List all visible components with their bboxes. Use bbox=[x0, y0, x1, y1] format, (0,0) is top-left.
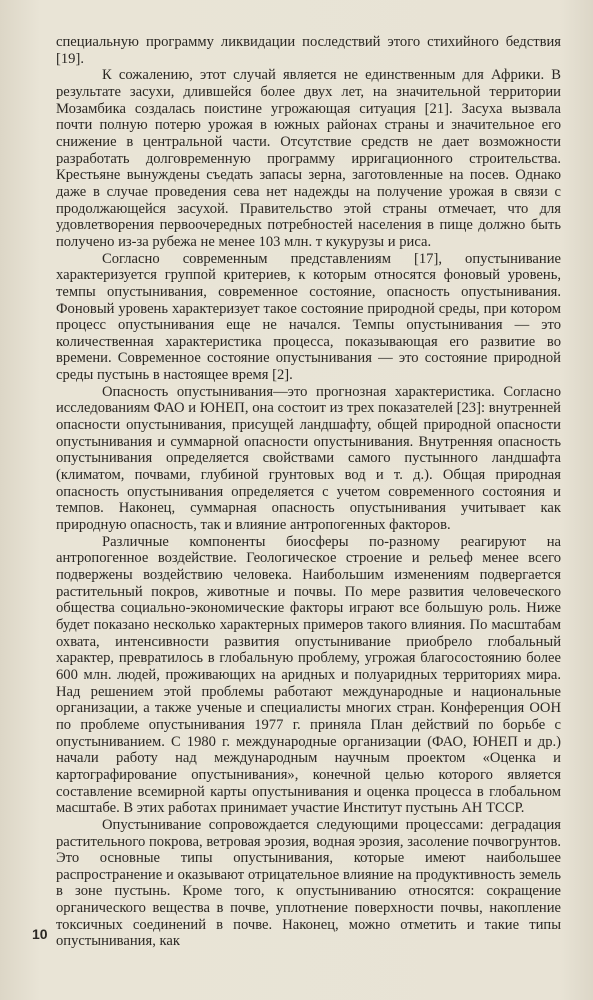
paragraph-criteria: Согласно современным представлениям [17], опустынивание характеризуется группой критериев, к которым относятся фоновый уровень, темпы опустынивания, современное состояние, опасность опустынивания. Фоновый уровень характеризует такое состояние природной среды, при котором процесс опустынивания еще не начался. Темпы опустынивания — это количественная характеристика процесса, показывающая его развитие во времени. Современное состояние опустынивания — это состояние природной среды пустынь в настоящее время [2]. bbox=[56, 250, 561, 384]
paragraph-danger: Опасность опустынивания—это прогнозная характеристика. Согласно исследованиям ФАО и ЮНЕП, она состоит из трех показателей [23]: внутренней опасности опустынивания, присущей ландшафту, общей природной опасности опустынивания и суммарной опасности опустынивания. Внутренняя опасность опустынивания определяется свойствами самого пустынного ландшафта (климатом, почвами, глубиной грунтовых вод и т. д.). Общая природная опасность опустынивания определяется с учетом современного состояния и темпов. Наконец, суммарная опасность опустынивания учитывает как природную опасность, так и влияние антропогенных факторов. bbox=[56, 383, 561, 534]
paragraph-biosphere: Различные компоненты биосферы по-разному реагируют на антропогенное воздействие. Геологическое строение и рельеф менее всего подвержены воздействию человека. Наибольшим изменениям подвергается растительный покров, животные и почвы. По мере развития человеческого общества социально-экономические факторы играют все большую роль. Ниже будет показано несколько характерных примеров такого влияния. По масштабам охвата, интенсивности развития опустынивание приобрело глобальный характер, превратилось в глобальную проблему, угрожая благосостоянию более 600 млн. людей, проживающих на аридных и полуаридных территориях мира. Над решением этой проблемы работают международные и национальные организации, а также ученые и специалисты многих стран. Конференция ООН по проблеме опустынивания 1977 г. приняла План действий по борьбе с опустыниванием. С 1980 г. международные организации (ФАО, ЮНЕП и др.) начали работу над международным научным проектом «Оценка и картографирование опустынивания», конечной целью которого является составление всемирной карты опустынивания и оценка процесса в глобальном масштабе. В этих работах принимает участие Институт пустынь АН ТССР. bbox=[56, 533, 561, 817]
page-number: 10 bbox=[32, 926, 48, 942]
body-text bbox=[56, 34, 561, 950]
paragraph-continuation: специальную программу ликвидации последствий этого стихийного бедствия [19]. bbox=[56, 34, 561, 67]
paragraph-mozambique: К сожалению, этот случай является не единственным для Африки. В результате засухи, длившейся более двух лет, на значительной территории Мозамбика создалась поистине угрожающая ситуация [21]. Засуха вызвала почти полную потерю урожая в южных районах страны и значительное его снижение в центральной части. Отсутствие средств не дает возможности разработать долговременную программу ирригационного строительства. Крестьяне вынуждены съедать запасы зерна, заготовленные на посев. Однако даже в случае проведения сева нет надежды на получение урожая в связи с продолжающейся засухой. Правительство этой страны отмечает, что для удовлетворения первоочередных потребностей населения в пище должно быть получено из-за рубежа не менее 103 млн. т кукурузы и риса. bbox=[56, 67, 561, 250]
paragraph-processes: Опустынивание сопровождается следующими процессами: деградация растительного покрова, ветровая эрозия, водная эрозия, засоление почвогрунтов. Это основные типы опустынивания, которые имеют наибольшее распространение и оказывают отрицательное влияние на продуктивность земель в зоне пустынь. Кроме того, к опустыниванию относятся: сокращение органического вещества в почве, уплотнение поверхности почвы, накопление токсичных соединений в почве. Наконец, можно отметить и такие типы опустынивания, как bbox=[56, 816, 561, 950]
